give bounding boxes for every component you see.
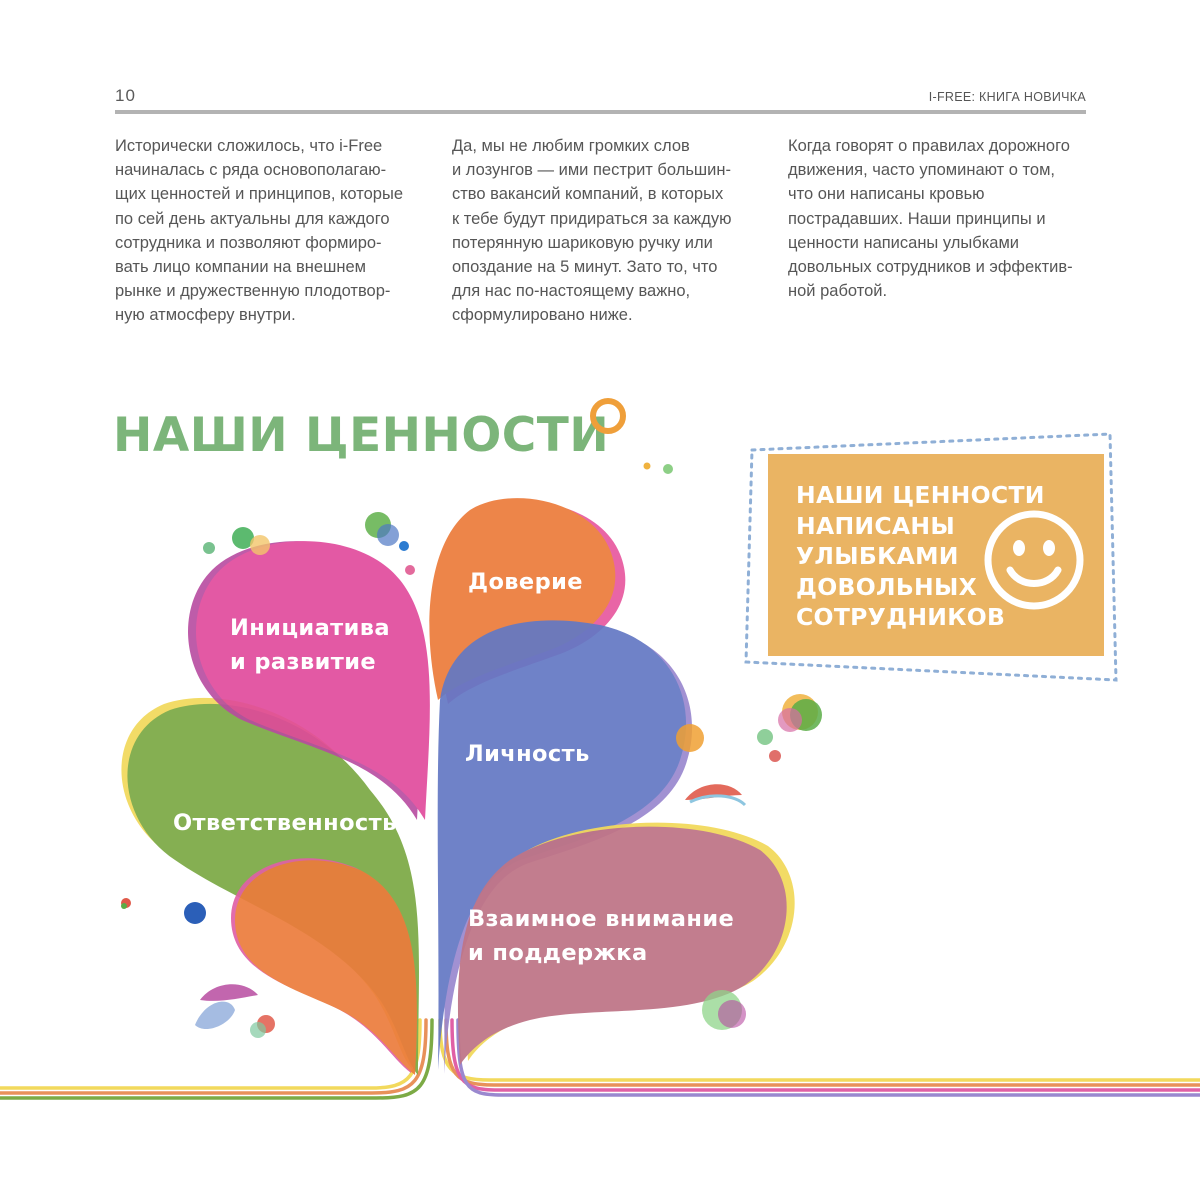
page-number: 10 (115, 86, 136, 105)
motto-box (768, 454, 1104, 656)
label-mutual-attention: Взаимное внимание и поддержка (468, 906, 735, 966)
intro-column-3: Когда говорят о правилах дорожного движения, часто упоминают о том, что они написаны кровью пострадавших. Наши принципы и ценности написаны улыбками довольных сотрудников и эффектив- ной работой. (788, 137, 1073, 301)
label-personality: Личность (465, 741, 590, 767)
rainbow-lines (0, 1020, 1200, 1098)
label-trust: Доверие (468, 569, 583, 595)
motto-text: НАШИ ЦЕННОСТИ НАПИСАНЫ УЛЫБКАМИ ДОВОЛЬНЫХ СОТРУДНИКОВ (796, 481, 1045, 631)
smiley-icon (982, 508, 1086, 612)
running-title: I-FREE: КНИГА НОВИЧКА (928, 90, 1086, 104)
label-initiative: Инициатива и развитие (230, 615, 390, 675)
label-responsibility: Ответственность (173, 810, 397, 836)
intro-column-2: Да, мы не любим громких слов и лозунгов — ими пестрит большин- ство вакансий компаний, в которых к тебе будут придираться за каждую потерянную шариковую ручку или опоздание на 5 минут. Зато то, что для нас по-настоящему важно, сформулировано ниже. (452, 137, 732, 325)
intro-column-1: Исторически сложилось, что i-Free начиналась с ряда основополагаю- щих ценностей и принципов, которые по сей день актуальны для каждого сотрудника и позволяют формиро- вать лицо компании на внешнем рынке и дружественную плодотвор- ную атмосферу внутри. (115, 137, 404, 325)
values-title: НАШИ ЦЕННОСТИ (113, 408, 610, 463)
